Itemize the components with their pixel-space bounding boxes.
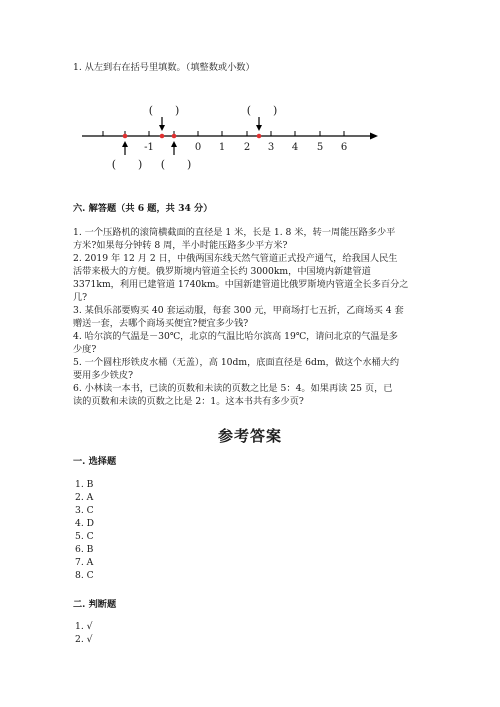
- tick-label: 4: [291, 142, 299, 153]
- red-point: [172, 134, 177, 139]
- question-line: 2. 2019 年 12 月 2 日，中俄两国东线天然气管道正式投产通气，给我国人民生: [73, 253, 398, 264]
- answer-item: 3. C: [75, 505, 94, 516]
- down-arrow-icon: [159, 117, 165, 131]
- tick-label: 5: [316, 142, 324, 153]
- question-line: 6. 小林读一本书，已读的页数和未读的页数之比是 5：4。如果再读 25 页，已: [73, 383, 393, 394]
- red-point: [257, 134, 262, 139]
- red-point: [160, 134, 165, 139]
- choice-answer-list: [75, 478, 94, 582]
- question-line: 3. 某俱乐部要购买 40 套运动服，每套 300 元，甲商场打七五折，乙商场买 4 套: [73, 305, 404, 316]
- judge-answer-list: [75, 620, 93, 646]
- tick-label: 3: [267, 142, 275, 153]
- tick-label: 1: [218, 142, 226, 153]
- section-6-heading: 六. 解答题（共 6 题，共 34 分）: [73, 203, 213, 214]
- answer-item: 4. D: [75, 518, 95, 529]
- tick-label: 6: [340, 142, 348, 153]
- number-line-arrowhead: [370, 133, 378, 140]
- up-arrow-icon: [171, 141, 177, 155]
- question-line: 4. 哈尔滨的气温是－30℃，北京的气温比哈尔滨高 19℃，请问北京的气温是多: [73, 331, 398, 342]
- answer-item: 1. √: [75, 621, 93, 632]
- answer-item: 7. A: [75, 557, 94, 568]
- answer-blank-bottom-1: ( ): [111, 158, 143, 171]
- question-line: 几?: [73, 292, 88, 303]
- question-line: 3371km，利用已建管道 1740km。中国新建管道比俄罗斯境内管道全长多百分之: [73, 279, 409, 290]
- question-line: 1. 一个压路机的滚筒横截面的直径是 1 米，长是 1. 8 米，转一周能压路多少平: [73, 227, 396, 238]
- answer-item: 2. A: [75, 492, 94, 503]
- tick-label: 0: [194, 142, 202, 153]
- answer-item: 5. C: [75, 531, 94, 542]
- up-arrow-icon: [122, 141, 128, 155]
- down-arrow-icon: [256, 117, 262, 131]
- section-6-questions: [73, 226, 409, 408]
- answer-blank-bottom-2: ( ): [160, 158, 192, 171]
- choice-section-heading: 一. 选择题: [73, 456, 117, 467]
- question-line: 要用多少铁皮?: [73, 370, 134, 381]
- tick-label: -1: [144, 142, 154, 153]
- question-1-text: 1. 从左到右在括号里填数。（填整数或小数）: [73, 62, 255, 73]
- answers-title: 参考答案: [217, 427, 282, 445]
- question-line: 5. 一个圆柱形铁皮水桶（无盖），高 10dm，底面直径是 6dm，做这个水桶大约: [73, 357, 400, 368]
- question-line: 少度?: [73, 344, 97, 355]
- answer-item: 8. C: [75, 570, 94, 581]
- question-line: 读的页数和未读的页数之比是 2：1。这本书共有多少页?: [73, 396, 304, 407]
- answer-blank-top-2: ( ): [246, 104, 278, 117]
- answer-item: 1. B: [75, 479, 94, 490]
- answer-item: 6. B: [75, 544, 94, 555]
- question-line: 活带来极大的方便。俄罗斯境内管道全长约 3000km，中国境内新建管道: [73, 266, 371, 277]
- answer-blank-top-1: ( ): [148, 104, 180, 117]
- tick-label: 2: [243, 142, 251, 153]
- red-point: [123, 134, 128, 139]
- number-line-ticks: [103, 131, 344, 136]
- answer-item: 2. √: [75, 634, 93, 645]
- question-line: 赠送一套，去哪个商场买便宜?便宜多少钱?: [73, 318, 249, 329]
- judge-section-heading: 二. 判断题: [73, 599, 117, 610]
- question-line: 方米?如果每分钟转 8 周，半小时能压路多少平方米?: [73, 240, 288, 251]
